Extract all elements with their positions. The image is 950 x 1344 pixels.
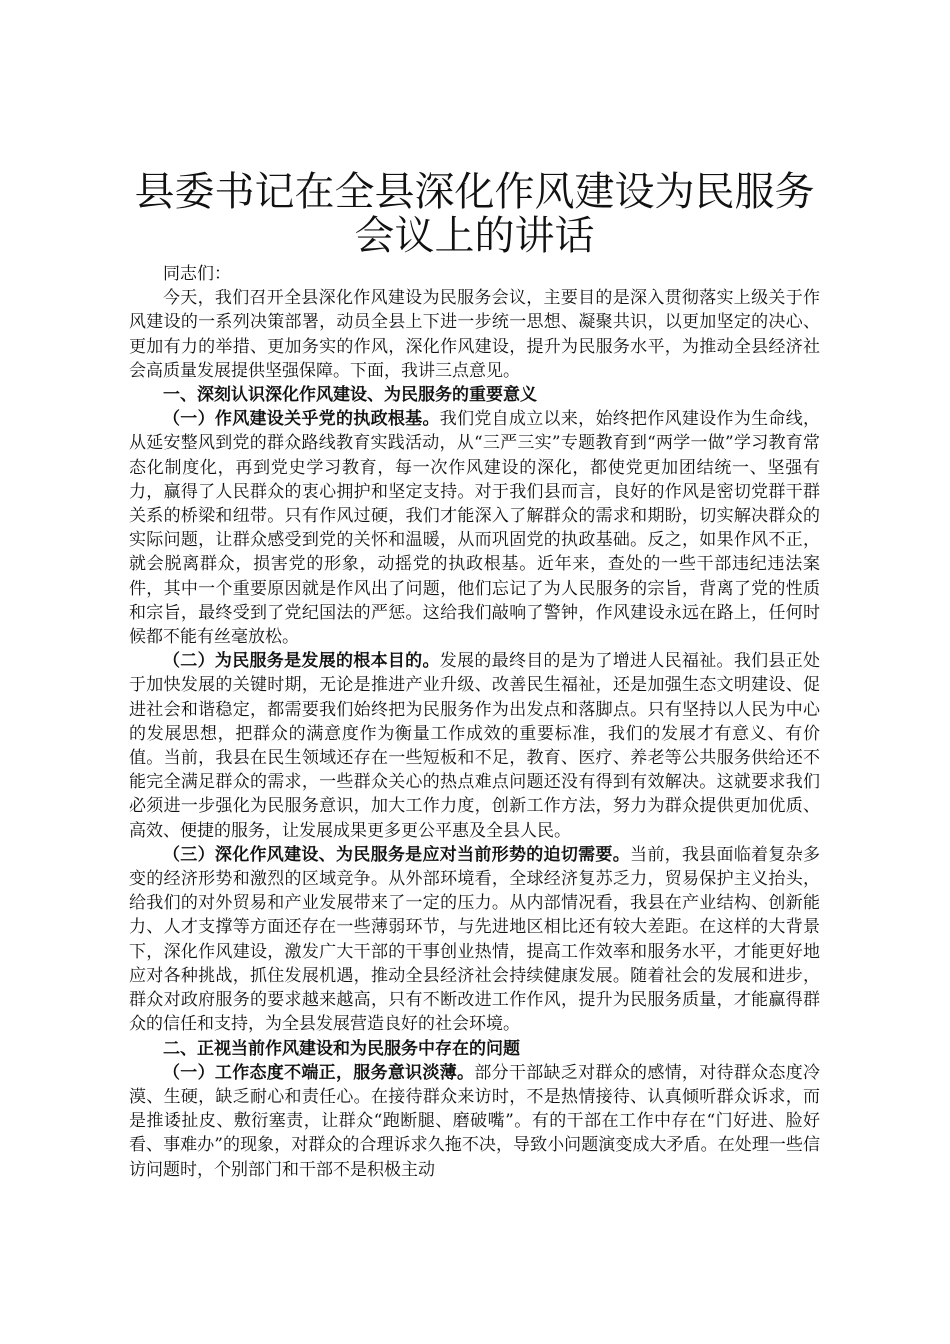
section-2-heading: 二、正视当前作风建设和为民服务中存在的问题: [163, 1038, 520, 1059]
intro-paragraph: 今天，我们召开全县深化作风建设为民服务会议，主要目的是深入贯彻落实上级关于作风建设的一系列决策部署，动员全县上下进一步统一思想、凝聚共识，以更加坚定的决心、更加有力的举措、更加务实的作风，深化作风建设，提升为民服务水平，为推动全县经济社会高质量发展提供坚强保障。下面，我讲三点意见。: [129, 288, 820, 381]
section-1-paragraph-1-text: 我们党自成立以来，始终把作风建设作为生命线，从延安整风到党的群众路线教育实践活动，从“三严三实”专题教育到“两学一做”学习教育常态化制度化，再到党史学习教育，每一次作风建设的深化，都使党更加团结统一、坚强有力，赢得了人民群众的衷心拥护和坚定支持。对于我们县而言，良好的作风是密切党群干群关系的桥梁和纽带。只有作风过硬，我们才能深入了解群众的需求和期盼，切实解决群众的实际问题，让群众感受到党的关怀和温暖，从而巩固党的执政基础。反之，如果作风不正，就会脱离群众，损害党的形象，动摇党的执政根基。近年来，查处的一些干部违纪违法案件，其中一个重要原因就是作风出了问题，他们忘记了为人民服务的宗旨，背离了党的性质和宗旨，最终受到了党纪国法的严惩。这给我们敲响了警钟，作风建设永远在路上，任何时候都不能有丝毫放松。: [129, 409, 821, 648]
section-1-paragraph-2-text: 发展的最终目的是为了增进人民福祉。我们县正处于加快发展的关键时期，无论是推进产业升级、改善民生福祉，还是加强生态文明建设、促进社会和谐稳定，都需要我们始终把为民服务作为出发点和落脚点。只有坚持以人民为中心的发展思想，把群众的满意度作为衡量工作成效的重要标准，我们的发展才有意义、有价值。当前，我县在民生领域还存在一些短板和不足，教育、医疗、养老等公共服务供给还不能完全满足群众的需求，一些群众关心的热点难点问题还没有得到有效解决。这就要求我们必须进一步强化为民服务意识，加大工作力度，创新工作方法，努力为群众提供更加优质、高效、便捷的服务，让发展成果更多更公平惠及全县人民。: [129, 651, 821, 841]
section-1-heading: 一、深刻认识深化作风建设、为民服务的重要意义: [163, 385, 537, 406]
section-1-paragraph-3-text: 当前，我县面临着复杂多变的经济形势和激烈的区域竞争。从外部环境看，全球经济复苏乏力，贸易保护主义抬头，给我们的对外贸易和产业发展带来了一定的压力。从内部情况看，我县在产业结构、创新能力、人才支撑等方面还存在一些薄弱环节，与先进地区相比还有较大差距。在这样的大背景下，深化作风建设，激发广大干部的干事创业热情，提高工作效率和服务水平，才能更好地应对各种挑战，抓住发展机遇，推动全县经济社会持续健康发展。随着社会的发展和进步，群众对政府服务的要求越来越高，只有不断改进工作作风，提升为民服务质量，才能赢得群众的信任和支持，为全县发展营造良好的社会环境。: [129, 844, 821, 1035]
section-1-paragraph-2: [129, 649, 820, 843]
document-body: [129, 170, 820, 1182]
section-1-paragraph-2-lead: （二）为民服务是发展的根本目的。: [163, 651, 440, 672]
section-2-paragraph-1-lead: （一）工作态度不端正，服务意识淡薄。: [163, 1062, 475, 1083]
salutation: 同志们：: [163, 264, 231, 284]
section-1-paragraph-3-lead: （三）深化作风建设、为民服务是应对当前形势的迫切需要。: [163, 844, 631, 865]
section-1-paragraph-3: [129, 843, 820, 1037]
document-title: 县委书记在全县深化作风建设为民服务会议上的讲话: [134, 169, 815, 259]
section-2-paragraph-1-text: 部分干部缺乏对群众的感情，对待群众态度冷漠、生硬，缺乏耐心和责任心。在接待群众来访时，不是热情接待、认真倾听群众诉求，而是推诿扯皮、敷衍塞责，让群众“跑断腿、磨破嘴”。有的干部在工作中存在“门好进、脸好看、事难办”的现象，对群众的合理诉求久拖不决，导致小问题演变成大矛盾。在处理一些信访问题时，个别部门和干部不是积极主动: [129, 1062, 821, 1180]
section-2-paragraph-1: [129, 1061, 820, 1182]
section-1-paragraph-1-lead: （一）作风建设关乎党的执政根基。: [163, 409, 440, 430]
section-1-paragraph-1: [129, 407, 820, 649]
